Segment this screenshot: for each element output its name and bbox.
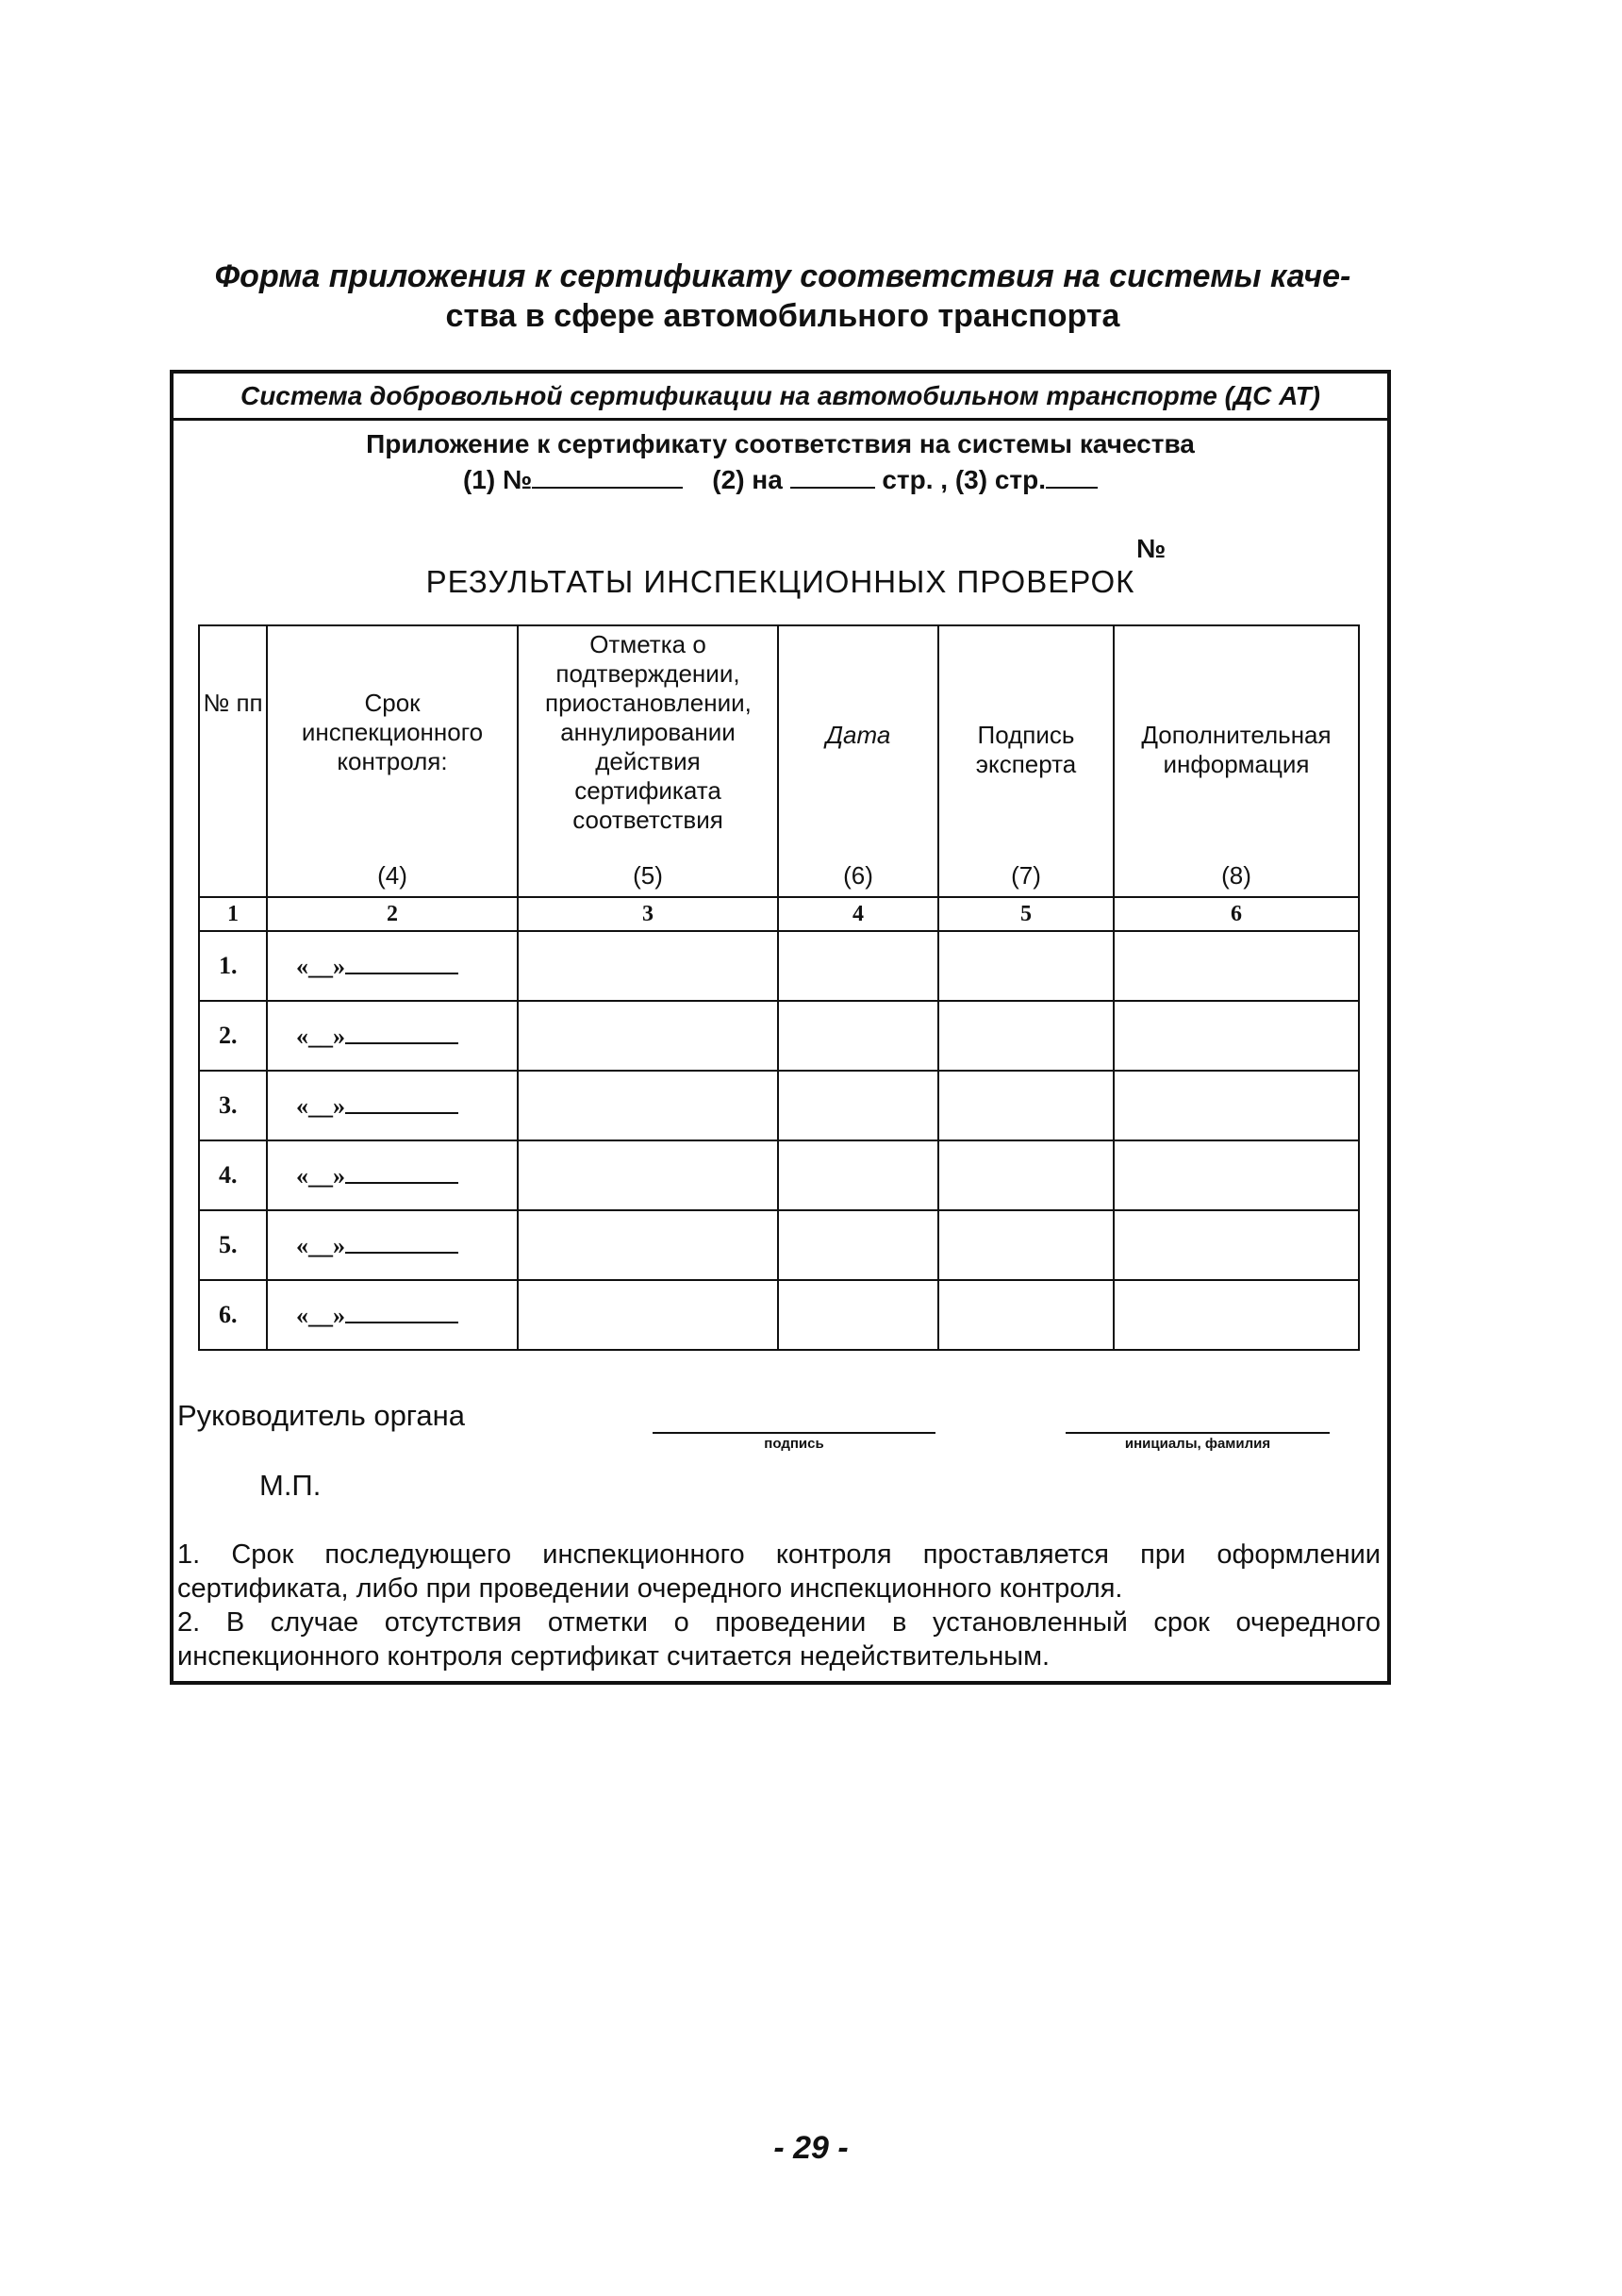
header-cell: Подпись эксперта (7): [938, 625, 1114, 897]
header-cell: № пп: [199, 625, 267, 897]
appendix-line-2: [174, 462, 1387, 498]
leader-label: Руководитель органа: [177, 1399, 466, 1432]
column-number: 6: [1114, 897, 1359, 931]
column-number: 3: [518, 897, 778, 931]
table-row: [199, 1001, 1359, 1071]
status-mark-cell[interactable]: [518, 931, 778, 1001]
form-title-line-1: Форма приложения к сертификату соответствия на системы каче-: [214, 258, 1351, 294]
inspection-date-cell[interactable]: [267, 1001, 518, 1071]
date-cell[interactable]: [778, 1210, 938, 1280]
table-row: [199, 931, 1359, 1001]
date-blank: [345, 1161, 458, 1184]
expert-signature-cell[interactable]: [938, 1140, 1114, 1210]
date-mark: «__»: [296, 1301, 345, 1329]
inspection-results-table: [198, 624, 1360, 1351]
row-index: 5.: [199, 1210, 267, 1280]
certification-system-line: Система добровольной сертификации на автомобильном транспорте (ДС АТ): [174, 374, 1387, 421]
form-title: [170, 257, 1396, 336]
header-cell: Дата (6): [778, 625, 938, 897]
expert-signature-cell[interactable]: [938, 1001, 1114, 1071]
expert-signature-cell[interactable]: [938, 1280, 1114, 1350]
additional-info-cell[interactable]: [1114, 1071, 1359, 1140]
date-cell[interactable]: [778, 1280, 938, 1350]
inspection-date-cell[interactable]: [267, 1280, 518, 1350]
column-number: 4: [778, 897, 938, 931]
date-blank: [345, 952, 458, 974]
appendix-line-1: Приложение к сертификату соответствия на системы качества: [366, 429, 1195, 458]
header-cell: Отметка о подтверждении, приостановлении, аннулировании действия сертификата соответствия (5): [518, 625, 778, 897]
note-item: 1. Срок последующего инспекционного контроля проставляется при оформлении сертификата, либо при проведении очередного инспекционного контроля.: [177, 1539, 1381, 1604]
date-blank: [345, 1022, 458, 1044]
inspection-date-cell[interactable]: [267, 1140, 518, 1210]
date-mark: «__»: [296, 1022, 345, 1050]
table-row: [199, 1210, 1359, 1280]
row-index: 6.: [199, 1280, 267, 1350]
page-number-blank[interactable]: [1046, 466, 1098, 489]
table-header-row: [199, 625, 1359, 897]
appendix-header: [174, 426, 1387, 498]
header-cell: Срок инспекционного контроля: (4): [267, 625, 518, 897]
additional-info-cell[interactable]: [1114, 1280, 1359, 1350]
row-index: 3.: [199, 1071, 267, 1140]
stamp-place-label: М.П.: [259, 1469, 322, 1502]
name-line[interactable]: инициалы, фамилия: [1066, 1432, 1330, 1452]
column-number: 5: [938, 897, 1114, 931]
date-mark: «__»: [296, 1161, 345, 1190]
results-number-sign: №: [1136, 534, 1167, 563]
additional-info-cell[interactable]: [1114, 1140, 1359, 1210]
status-mark-cell[interactable]: [518, 1280, 778, 1350]
header-cell: Дополнительная информация (8): [1114, 625, 1359, 897]
notes-block: [177, 1538, 1381, 1673]
row-index: 2.: [199, 1001, 267, 1071]
row-index: 1.: [199, 931, 267, 1001]
additional-info-cell[interactable]: [1114, 1210, 1359, 1280]
table-row: [199, 1071, 1359, 1140]
date-cell[interactable]: [778, 1001, 938, 1071]
pages-count-label: (2) на: [712, 465, 783, 494]
date-mark: «__»: [296, 1091, 345, 1120]
certificate-number-label: (1) №: [462, 465, 533, 494]
table-row: [199, 1280, 1359, 1350]
table-row: [199, 1140, 1359, 1210]
date-blank: [345, 1301, 458, 1323]
results-title: РЕЗУЛЬТАТЫ ИНСПЕКЦИОННЫХ ПРОВЕРОК: [425, 564, 1135, 599]
pages-count-blank[interactable]: [790, 466, 875, 489]
additional-info-cell[interactable]: [1114, 931, 1359, 1001]
date-mark: «__»: [296, 1231, 345, 1259]
column-number: 1: [199, 897, 267, 931]
expert-signature-cell[interactable]: [938, 931, 1114, 1001]
additional-info-cell[interactable]: [1114, 1001, 1359, 1071]
date-blank: [345, 1091, 458, 1114]
date-cell[interactable]: [778, 1140, 938, 1210]
inspection-date-cell[interactable]: [267, 1210, 518, 1280]
date-cell[interactable]: [778, 1071, 938, 1140]
status-mark-cell[interactable]: [518, 1001, 778, 1071]
inspection-date-cell[interactable]: [267, 931, 518, 1001]
page-number: - 29 -: [773, 2130, 849, 2166]
note-item: 2. В случае отсутствия отметки о проведении в установленный срок очередного инспекционного контроля сертификат считается недействительным.: [177, 1607, 1381, 1672]
status-mark-cell[interactable]: [518, 1071, 778, 1140]
certificate-number-blank[interactable]: [532, 466, 683, 489]
date-cell[interactable]: [778, 931, 938, 1001]
page-label: стр. , (3) стр.: [882, 465, 1047, 494]
date-blank: [345, 1231, 458, 1254]
column-number: 2: [267, 897, 518, 931]
column-numbers-row: [199, 897, 1359, 931]
row-index: 4.: [199, 1140, 267, 1210]
inspection-date-cell[interactable]: [267, 1071, 518, 1140]
status-mark-cell[interactable]: [518, 1140, 778, 1210]
date-mark: «__»: [296, 952, 345, 980]
status-mark-cell[interactable]: [518, 1210, 778, 1280]
expert-signature-cell[interactable]: [938, 1071, 1114, 1140]
expert-signature-cell[interactable]: [938, 1210, 1114, 1280]
form-title-line-2: ства в сфере автомобильного транспорта: [445, 298, 1120, 334]
signature-line[interactable]: подпись: [653, 1432, 935, 1452]
